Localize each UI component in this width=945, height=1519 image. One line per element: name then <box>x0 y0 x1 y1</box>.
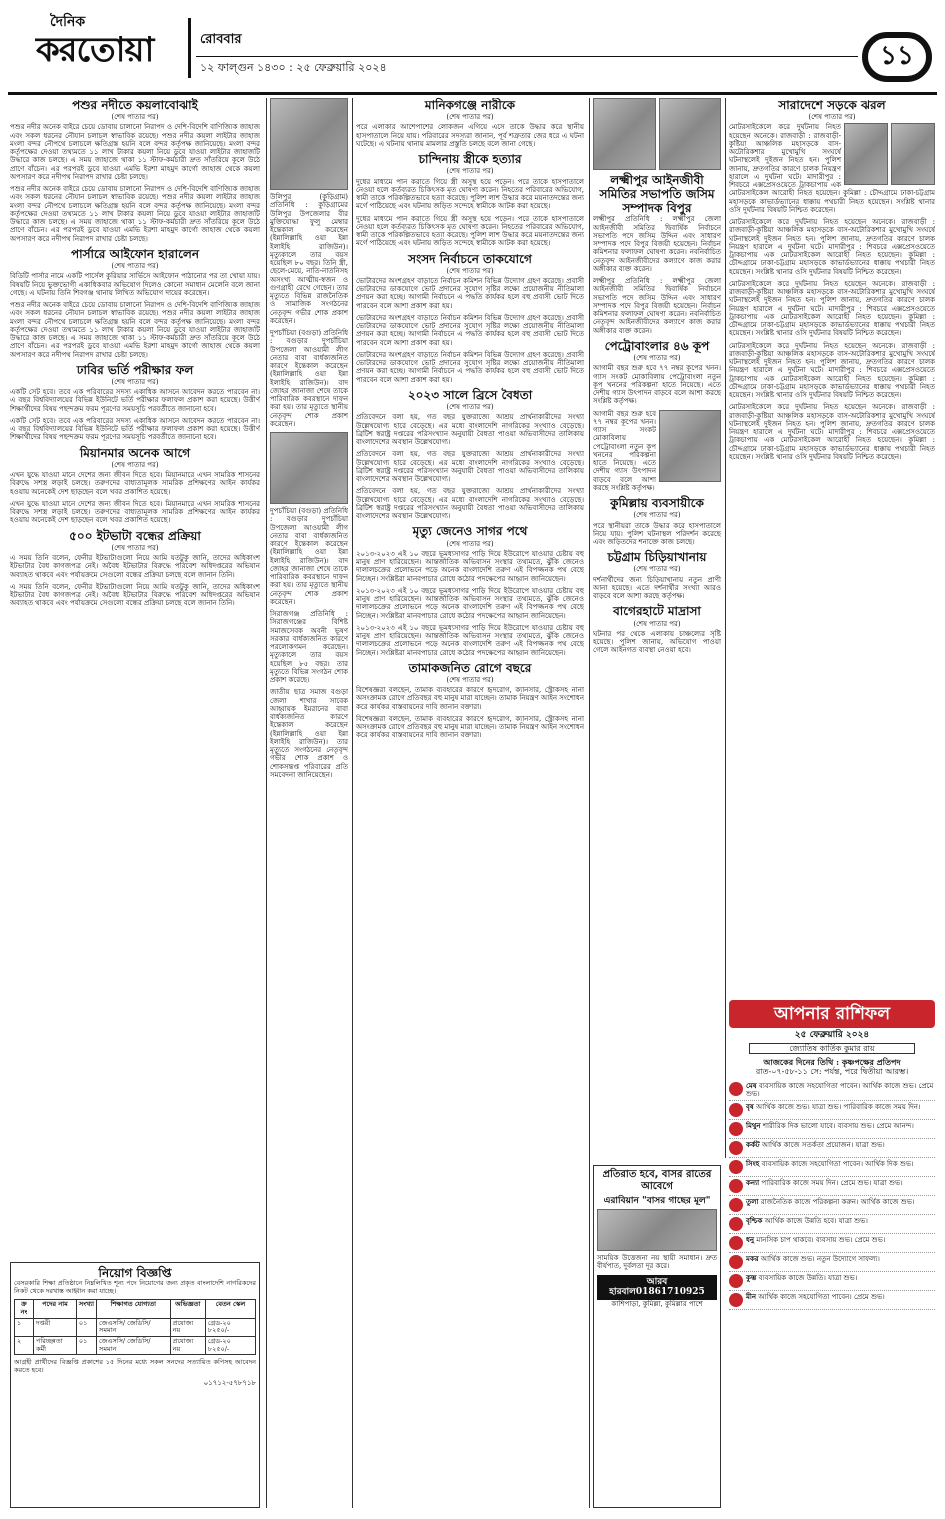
zodiac-prediction: রাজনৈতিক কাজে পরিকল্পনা করুন। আর্থিক কাজে শুভ। <box>760 1198 915 1207</box>
zodiac-prediction: ব্যবসায়িক কাজে সহযোগিতা পাবেন। আর্থিক কাজে শুভ। প্রেমে শুভ। <box>746 1081 934 1099</box>
zodiac-text <box>746 1160 914 1174</box>
list-item <box>729 1291 935 1310</box>
continued-note: (শেষ পাতার পর) <box>633 619 681 628</box>
story-body: সিরাজগঞ্জ প্রতিনিধি : সিরাজগঞ্জের বিশিষ্ট সমাজসেবক অবনী ভূষণ সরকার বার্ধক্যজনিত কারণে পরলোকগমন করেছেন। মৃত্যুকালে তার বয়স হয়েছিল ৮৫ বছর। তার মৃত্যুতে বিভিন্ন সংগঠন শোক প্রকাশ করেছে। <box>270 610 348 684</box>
zodiac-name: মকর <box>746 1254 759 1264</box>
portrait-photo <box>659 410 721 482</box>
zodiac-text <box>746 1255 880 1269</box>
continued-note: (শেষ পাতার পর) <box>111 543 159 552</box>
continued-note: (শেষ পাতার পর) <box>446 675 494 684</box>
headline: সারাদেশে সড়কে ঝরল <box>778 98 886 112</box>
zodiac-prediction: শারীরিক দিক ভালো যাবে। ব্যবসায় শুভ। প্রেমে আনন্দ। <box>762 1122 914 1131</box>
story-body: মোটরসাইকেলে করে দুর্ঘটনায় নিহত হয়েছেন অনেকে। রাজবাড়ী : রাজবাড়ী-কুষ্টিয়া আঞ্চলিক মহাসড়কে বাস-অটোরিকশার মুখোমুখি সংঘর্ষে ঘটনাস্থলেই দুইজন নিহত হন। পুলিশ জানায়, দ্রুতগতির কারণে চালক নিয়ন্ত্রণ হারালে এ দুর্ঘটনা ঘটে। মাদারীপুর : শিবচরে এক্সপ্রেসওয়েতে ট্রাকচাপায় এক মোটরসাইকেল আরোহী নিহত হয়েছেন। কুমিল্লা : চৌদ্দগ্রামে ঢাকা-চট্টগ্রাম মহাসড়কে কাভার্ডভ্যানের ধাক্কায় পথচারী নিহত হয়েছেন। সংশ্লিষ্ট থানার ওসি দুর্ঘটনার বিষয়টি নিশ্চিত করেছেন। <box>729 218 935 276</box>
zodiac-name: বৃশ্চিক <box>746 1216 763 1226</box>
headline: তামাকজনিত রোগে বছরে <box>408 660 532 675</box>
story-body: জাতীয় ছাত্র সমাজ বগুড়া জেলা শাখার সাবেক আহ্বায়ক ইমরানের বাবা বার্ধক্যজনিত কারণে ইন্তেকাল করেছেন (ইন্নালিল্লাহি ওয়া ইন্না ইলাইহি রাজিউন)। তার মৃত্যুতে সংগঠনের নেতৃবৃন্দ গভীর শোক প্রকাশ ও শোকসন্তপ্ত পরিবারের প্রতি সমবেদনা জানিয়েছেন। <box>270 688 348 779</box>
publication-day: রোববার <box>200 32 242 47</box>
story-body: বিডিটি পার্সার নামে একটি পার্সেল কুরিয়ার সার্ভিসে আইফোন পাঠানোর পর তা খোয়া যায়। বিষয়টি নিয়ে ভুক্তভোগী একাধিকবার অভিযোগ দিলেও কোনো সমাধান মেলেনি বলে জানা গেছে। এ ঘটনায় তিনি শিবগঞ্জ থানায় লিখিত অভিযোগ দায়ের করেছেন। <box>10 272 260 297</box>
headline: পেট্রোবাংলার ৪৬ কূপ <box>604 338 710 353</box>
story-body: ২০১৩-২০২৩ এই ১০ বছরে ভূমধ্যসাগর পাড়ি দিয়ে ইউরোপে যাওয়ার চেষ্টায় বহু মানুষ প্রাণ হারিয়েছেন। আন্তর্জাতিক অভিবাসন সংস্থার তথ্যমতে, ঝুঁকি জেনেও দালালচক্রের প্রলোভনে পড়ে অনেক বাংলাদেশি তরুণ এই বিপজ্জনক পথ বেছে নিচ্ছেন। সংশ্লিষ্টরা মানবপাচার রোধে কঠোর পদক্ষেপের আহ্বান জানিয়েছেন। <box>356 549 584 583</box>
zodiac-prediction: আর্থিক কাজে শুভ। নতুন উদ্যোগে সাফল্য। <box>760 1255 880 1264</box>
story-body: পরে স্থানীয়রা তাকে উদ্ধার করে হাসপাতালে নিয়ে যায়। পুলিশ ঘটনাস্থল পরিদর্শন করেছে এবং জড়িতদের শনাক্তে কাজ চলছে। <box>593 521 721 547</box>
zodiac-text <box>746 1274 857 1288</box>
zodiac-prediction: আর্থিক কাজে উন্নতি হবে। যাত্রা শুভ। <box>764 1217 868 1226</box>
story-body: পশুর নদীর অনেক বাইরে চেয়ে ডোবায় চালানো নিরাপদ ও দেশি-বিদেশি বাণিজ্যিক জাহাজ এবং সকল ধরনের নৌযান চলাচল স্বাভাবিক রয়েছে। পশুর নদীর কয়লা লাইটার জাহাজ মংলা বন্দর নৌপথে চলাচলে ক্ষতিগ্রস্ত হয়নি বলে বন্দর কর্তৃপক্ষ জানিয়েছে। মংলা বন্দর কর্তৃপক্ষের দেওয়া তথ্যমতে ১১ লাখ টাকার কয়লা নিয়ে ডুবে যাওয়া লাইটার জাহাজটি উদ্ধারে কাজ চলছে। এ সময় জাহাজে থাকা ১১ স্টাফ-কর্মচারী দ্রুত সাঁতরিয়ে কূলে উঠে প্রাণে বাঁচেন। এর পরপরই ডুবে যাওয়া এমভি ইরশা মাহমুদ কার্গো জাহাজ থেকে কয়লা অপসারণ করে নদীপথ নিরাপদ রাখার চেষ্টা চলছে। <box>10 301 260 359</box>
table-header: শিক্ষাগত যোগ্যতা <box>97 1300 171 1318</box>
story-body: ভোটারদের অংশগ্রহণ বাড়াতে নির্বাচন কমিশন বিভিন্ন উদ্যোগ গ্রহণ করেছে। প্রবাসী ভোটারদের ডাকযোগে ভোট প্রদানের সুযোগ সৃষ্টির লক্ষ্যে প্রয়োজনীয় নীতিমালা প্রণয়ন করা হচ্ছে। আগামী নির্বাচনে এ পদ্ধতি কার্যকর হলে বহু প্রবাসী ভোট দিতে পারবেন বলে আশা প্রকাশ করা হয়। <box>356 350 584 384</box>
zodiac-prediction: আর্থিক কাজে সহযোগিতা পাবেন। প্রেমে শুভ। <box>758 1293 885 1302</box>
table-cell: প্রযোজ্য নয় <box>170 1337 205 1355</box>
list-item <box>729 1196 935 1215</box>
obituary-1-headline-box <box>270 196 348 316</box>
headline: চান্দিনায় স্ত্রীকে হত্যার <box>418 152 522 167</box>
masthead <box>0 0 945 92</box>
list-item <box>729 1120 935 1139</box>
list-item <box>729 1139 935 1158</box>
story-body: বিশেষজ্ঞরা বলছেন, তামাক ব্যবহারের কারণে হৃদরোগ, ক্যানসার, স্ট্রোকসহ নানা অসংক্রামক রোগে প্রতিবছর বহু মানুষ মারা যাচ্ছেন। তামাক নিয়ন্ত্রণ আইন সংশোধন করে কার্যকর বাস্তবায়নের দাবি জানান বক্তারা। <box>356 686 584 711</box>
zodiac-text <box>746 1141 885 1155</box>
list-item <box>729 1234 935 1253</box>
story-body: দর্শনার্থীদের জন্য চিড়িয়াখানায় নতুন প্রাণী আনা হয়েছে। এতে দর্শনার্থীর সংখ্যা আরও বাড়বে বলে আশা করছে কর্তৃপক্ষ। <box>593 575 721 601</box>
continued-note: (শেষ পাতার পর) <box>446 266 494 275</box>
headline: ২০২৩ সালে ব্রিসে বৈধতা <box>407 387 533 402</box>
table-cell: ১ <box>15 1318 34 1336</box>
story-body: দুধের মাধ্যমে পান করাতে গিয়ে স্ত্রী অসুস্থ হয়ে পড়েন। পরে তাকে হাসপাতালে নেওয়া হলে কর্তব্যরত চিকিৎসক মৃত ঘোষণা করেন। নিহতের পরিবারের অভিযোগ, স্বামী তাকে পরিকল্পিতভাবে হত্যা করেছে। পুলিশ লাশ উদ্ধার করে ময়নাতদন্তের জন্য মর্গে পাঠিয়েছে এবং ঘটনায় জড়িত সন্দেহে স্বামীকে আটক করা হয়েছে। <box>356 214 584 248</box>
zodiac-sign-icon <box>729 1141 743 1155</box>
headline: বাগেরহাটে মাদ্রাসা <box>613 604 701 619</box>
herbal-ad-address: কাশিপাড়া, কুমিল্লা, কুমিল্লার পাশে <box>611 1299 703 1308</box>
zodiac-sign-icon <box>729 1255 743 1269</box>
continued-note: (শেষ পাতার পর) <box>111 113 159 122</box>
story-body: লক্ষ্মীপুর প্রতিনিধি : লক্ষ্মীপুর জেলা আইনজীবী সমিতির দ্বিবার্ষিক নির্বাচনে সভাপতি পদে জসিম উদ্দিন এবং সাধারণ সম্পাদক পদে বিপুর বিজয়ী হয়েছেন। নির্বাচন কমিশনার ফলাফল ঘোষণা করেন। নবনির্বাচিত নেতৃবৃন্দ আইনজীবীদের কল্যাণে কাজ করার অঙ্গীকার ব্যক্ত করেন। <box>593 277 721 335</box>
zodiac-name: মেষ <box>746 1080 757 1090</box>
continued-note: (শেষ পাতার পর) <box>808 113 856 122</box>
column-1 <box>10 98 260 1258</box>
table-header: বেতন স্কেল <box>205 1300 255 1318</box>
table-cell: গ্রেড-২০ ৮২৫০/- <box>205 1337 255 1355</box>
story-body: পশুর নদীর অনেক বাইরে চেয়ে ডোবায় চালানো নিরাপদ ও দেশি-বিদেশি বাণিজ্যিক জাহাজ এবং সকল ধরনের নৌযান চলাচল স্বাভাবিক রয়েছে। পশুর নদীর কয়লা লাইটার জাহাজ মংলা বন্দর নৌপথে চলাচলে ক্ষতিগ্রস্ত হয়নি বলে বন্দর কর্তৃপক্ষ জানিয়েছে। মংলা বন্দর কর্তৃপক্ষের দেওয়া তথ্যমতে ১১ লাখ টাকার কয়লা নিয়ে ডুবে যাওয়া লাইটার জাহাজটি উদ্ধারে কাজ চলছে। এ সময় জাহাজে থাকা ১১ স্টাফ-কর্মচারী দ্রুত সাঁতরিয়ে কূলে উঠে প্রাণে বাঁচেন। এর পরপরই ডুবে যাওয়া এমভি ইরশা মাহমুদ কার্গো জাহাজ থেকে কয়লা অপসারণ করে নদীপথ নিরাপদ রাখার চেষ্টা চলছে। <box>10 123 260 181</box>
headline: কুমিল্লায় ব্যবসায়ীকে <box>610 496 704 511</box>
zodiac-text <box>746 1198 915 1212</box>
table-header-row <box>15 1300 256 1318</box>
zodiac-name: তুলা <box>746 1197 759 1207</box>
astrologer-name: জ্যোতিষ কার্তিক কুমার রায় <box>749 1043 915 1054</box>
story-body: এ সময় তিনি বলেন, ফেনীর ইটভাটাগুলো নিয়ে আমি যতটুকু জানি, তাদের অধিকাংশ ইটভাটার বৈধ কাগজপত্র নেই। অবৈধ ইটভাটার বিরুদ্ধে পরিবেশ অধিদপ্তরের অভিযান অব্যাহত থাকবে এবং পর্যায়ক্রমে সেগুলো বন্ধের প্রক্রিয়া চলছে বলে জানান তিনি। <box>10 582 260 608</box>
zodiac-text <box>746 1082 935 1099</box>
photo-pair <box>844 123 935 185</box>
continued-note: (শেষ পাতার পর) <box>633 354 681 363</box>
zodiac-text <box>746 1103 920 1117</box>
story-body: উলিপুর (কুড়িগ্রাম) প্রতিনিধি : কুড়িগ্রামের উলিপুর উপজেলার বীর মুক্তিযোদ্ধা ফুলু মেম্বার ইন্তেকাল করেছেন (ইন্নালিল্লাহি ওয়া ইন্না ইলাইহি রাজিউন)। মৃত্যুকালে তার বয়স হয়েছিল ৮০ বছর। তিনি স্ত্রী, ছেলে-মেয়ে, নাতি-নাতনিসহ অসংখ্য আত্মীয়-স্বজন ও গুণগ্রাহী রেখে গেছেন। তার মৃত্যুতে বিভিন্ন রাজনৈতিক ও সামাজিক সংগঠনের নেতৃবৃন্দ গভীর শোক প্রকাশ করেছেন। <box>270 193 348 325</box>
continued-note: (শেষ পাতার পর) <box>111 262 159 271</box>
story-body: এখন যুদ্ধে যাওয়া মানে দেশের জন্য জীবন দিতে হবে। মিয়ানমারে এখন সামরিক শাসনের বিরুদ্ধে সশস্ত্র লড়াই চলছে। তরুণদের বাধ্যতামূলক সামরিক প্রশিক্ষণের আইন কার্যকর হওয়ায় অনেকেই দেশ ছাড়ছেন বলে খবর প্রকাশিত হয়েছে। <box>10 471 260 496</box>
table-header: ক্র নং <box>15 1300 34 1318</box>
zodiac-sign-icon <box>729 1160 743 1174</box>
table-cell: জেএসসি/ জেডিসি/ সমমান <box>97 1337 171 1355</box>
story-body: মোটরসাইকেলে করে দুর্ঘটনায় নিহত হয়েছেন অনেকে। রাজবাড়ী : রাজবাড়ী-কুষ্টিয়া আঞ্চলিক মহাসড়কে বাস-অটোরিকশার মুখোমুখি সংঘর্ষে ঘটনাস্থলেই দুইজন নিহত হন। পুলিশ জানায়, দ্রুতগতির কারণে চালক নিয়ন্ত্রণ হারালে এ দুর্ঘটনা ঘটে। মাদারীপুর : শিবচরে এক্সপ্রেসওয়েতে ট্রাকচাপায় এক মোটরসাইকেল আরোহী নিহত হয়েছেন। কুমিল্লা : চৌদ্দগ্রামে ঢাকা-চট্টগ্রাম মহাসড়কে কাভার্ডভ্যানের ধাক্কায় পথচারী নিহত হয়েছেন। সংশ্লিষ্ট থানার ওসি দুর্ঘটনার বিষয়টি নিশ্চিত করেছেন। <box>729 123 935 214</box>
zodiac-prediction: আর্থিক কাজে শুভ। যাত্রা শুভ। পারিবারিক কাজে সময় দিন। <box>756 1103 921 1112</box>
logo-main: করতোয়া <box>36 30 154 70</box>
story-body: লক্ষ্মীপুর প্রতিনিধি : লক্ষ্মীপুর জেলা আইনজীবী সমিতির দ্বিবার্ষিক নির্বাচনে সভাপতি পদে জসিম উদ্দিন এবং সাধারণ সম্পাদক পদে বিপুর বিজয়ী হয়েছেন। নির্বাচন কমিশনার ফলাফল ঘোষণা করেন। নবনির্বাচিত নেতৃবৃন্দ আইনজীবীদের কল্যাণে কাজ করার অঙ্গীকার ব্যক্ত করেন। <box>593 215 721 273</box>
story-body: এ সময় তিনি বলেন, ফেনীর ইটভাটাগুলো নিয়ে আমি যতটুকু জানি, তাদের অধিকাংশ ইটভাটার বৈধ কাগজপত্র নেই। অবৈধ ইটভাটার বিরুদ্ধে পরিবেশ অধিদপ্তরের অভিযান অব্যাহত থাকবে এবং পর্যায়ক্রমে সেগুলো বন্ধের প্রক্রিয়া চলছে বলে জানান তিনি। <box>10 554 260 579</box>
story-body: একটি সেট হবে। তবে এক পরিবারের সদস্য একাধিক আসনে আবেদন করতে পারবেন না। এ বছর বিশ্ববিদ্যালয়ের বিভিন্ন ইউনিটে ভর্তি পরীক্ষার ফলাফল প্রকাশ করা হয়েছে। উত্তীর্ণ শিক্ষার্থীদের বিষয় পছন্দক্রম ফরম পূরণের সময়সূচি পরবর্তীতে জানানো হবে। <box>10 416 260 442</box>
headline: লক্ষ্মীপুর আইনজীবী সমিতির সভাপতি জসিম সম্পাদক বিপুর <box>599 173 715 216</box>
story-body: মোটরসাইকেলে করে দুর্ঘটনায় নিহত হয়েছেন অনেকে। রাজবাড়ী : রাজবাড়ী-কুষ্টিয়া আঞ্চলিক মহাসড়কে বাস-অটোরিকশার মুখোমুখি সংঘর্ষে ঘটনাস্থলেই দুইজন নিহত হন। পুলিশ জানায়, দ্রুতগতির কারণে চালক নিয়ন্ত্রণ হারালে এ দুর্ঘটনা ঘটে। মাদারীপুর : শিবচরে এক্সপ্রেসওয়েতে ট্রাকচাপায় এক মোটরসাইকেল আরোহী নিহত হয়েছেন। কুমিল্লা : চৌদ্দগ্রামে ঢাকা-চট্টগ্রাম মহাসড়কে কাভার্ডভ্যানের ধাক্কায় পথচারী নিহত হয়েছেন। সংশ্লিষ্ট থানার ওসি দুর্ঘটনার বিষয়টি নিশ্চিত করেছেন। <box>729 279 935 338</box>
story-body: ঘটনার পর থেকে এলাকায় চাঞ্চল্যের সৃষ্টি হয়েছে। পুলিশ জানায়, অভিযোগ পাওয়া গেলে আইনগত ব্যবস্থা নেওয়া হবে। <box>593 629 721 655</box>
headline: চট্টগ্রাম চিড়িয়াখানায় <box>607 550 707 565</box>
zodiac-name: মীন <box>746 1292 757 1302</box>
zodiac-text <box>746 1293 885 1307</box>
portrait-photo <box>891 123 935 185</box>
story-body: ভোটারদের অংশগ্রহণ বাড়াতে নির্বাচন কমিশন বিভিন্ন উদ্যোগ গ্রহণ করেছে। প্রবাসী ভোটারদের ডাকযোগে ভোট প্রদানের সুযোগ সৃষ্টির লক্ষ্যে প্রয়োজনীয় নীতিমালা প্রণয়ন করা হচ্ছে। আগামী নির্বাচনে এ পদ্ধতি কার্যকর হলে বহু প্রবাসী ভোট দিতে পারবেন বলে আশা প্রকাশ করা হয়। <box>356 276 584 310</box>
horoscope-header: আপনার রাশিফল <box>729 1000 935 1028</box>
list-item <box>729 1253 935 1272</box>
job-ad-footer: আগ্রহী প্রার্থীদের বিজ্ঞপ্তি প্রকাশের ১৫ দিনের মধ্যে সকল সনদের সত্যায়িত কপিসহ আবেদন করতে হবে। <box>14 1358 256 1375</box>
masthead-rule <box>196 56 858 57</box>
job-ad-title: নিয়োগ বিজ্ঞপ্তি <box>98 1266 172 1280</box>
horoscope-date: ২৫ ফেব্রুয়ারি ২০২৪ <box>794 1030 870 1040</box>
headline: পার্সারে আইফোন হারালেন <box>70 246 200 261</box>
story-body: মোটরসাইকেলে করে দুর্ঘটনায় নিহত হয়েছেন অনেকে। রাজবাড়ী : রাজবাড়ী-কুষ্টিয়া আঞ্চলিক মহাসড়কে বাস-অটোরিকশার মুখোমুখি সংঘর্ষে ঘটনাস্থলেই দুইজন নিহত হন। পুলিশ জানায়, দ্রুতগতির কারণে চালক নিয়ন্ত্রণ হারালে এ দুর্ঘটনা ঘটে। মাদারীপুর : শিবচরে এক্সপ্রেসওয়েতে ট্রাকচাপায় এক মোটরসাইকেল আরোহী নিহত হয়েছেন। কুমিল্লা : চৌদ্দগ্রামে ঢাকা-চট্টগ্রাম মহাসড়কে কাভার্ডভ্যানের ধাক্কায় পথচারী নিহত হয়েছেন। সংশ্লিষ্ট থানার ওসি দুর্ঘটনার বিষয়টি নিশ্চিত করেছেন। <box>729 403 935 461</box>
table-row <box>15 1337 256 1355</box>
column-3 <box>356 98 584 1508</box>
zodiac-sign-icon <box>729 1179 743 1193</box>
headline: পশুর নদীতে কয়লাবোঝাই <box>72 98 198 112</box>
story-body: ভোটারদের অংশগ্রহণ বাড়াতে নির্বাচন কমিশন বিভিন্ন উদ্যোগ গ্রহণ করেছে। প্রবাসী ভোটারদের ডাকযোগে ভোট প্রদানের সুযোগ সৃষ্টির লক্ষ্যে প্রয়োজনীয় নীতিমালা প্রণয়ন করা হচ্ছে। আগামী নির্বাচনে এ পদ্ধতি কার্যকর হলে বহু প্রবাসী ভোট দিতে পারবেন বলে আশা প্রকাশ করা হয়। <box>356 313 584 347</box>
table-cell: ০১ <box>76 1337 96 1355</box>
story-body: পরে এলাকার আশেপাশের লোকজন এগিয়ে এসে তাকে উদ্ধার করে স্থানীয় হাসপাতালে নিয়ে যায়। পরিবারের সদস্যরা জানান, পূর্ব শত্রুতার জের ধরে এ ঘটনা ঘটেছে। এ ঘটনায় থানায় মামলার প্রস্তুতি চলছে বলে জানা গেছে। <box>356 123 584 148</box>
herbal-ad-title: প্রতিরাত হবে, বাসর রাতের আবেগে <box>602 1169 712 1192</box>
zodiac-name: কন্যা <box>746 1178 760 1188</box>
story-body: আগামী বছর শুরু হবে ৭৭ নম্বর কূপের খনন। গ্যাস সংকট মোকাবিলায় পেট্রোবাংলা নতুন কূপ খননের পরিকল্পনা হাতে নিয়েছে। এতে দেশীয় গ্যাস উৎপাদন বাড়বে বলে আশা করছে সংশ্লিষ্ট কর্তৃপক্ষ। <box>593 364 721 406</box>
job-ad-contact: ০১৭১২-৫৭৮৭১৮ <box>203 1378 256 1387</box>
herbal-ad-phone: আরব হারবাল01861710925 <box>597 1275 717 1300</box>
continued-note: (শেষ পাতার পর) <box>446 167 494 176</box>
table-row <box>15 1318 256 1336</box>
zodiac-sign-icon <box>729 1274 743 1288</box>
photo-pair <box>593 98 721 170</box>
column-divider <box>589 98 590 1508</box>
headline: মৃত্যু জেনেও সাগর পথে <box>412 524 528 539</box>
portrait-photo <box>270 98 348 190</box>
zodiac-sign-icon <box>729 1103 743 1117</box>
continued-note: (শেষ পাতার পর) <box>446 403 494 412</box>
zodiac-text <box>746 1217 868 1231</box>
list-item <box>729 1272 935 1291</box>
zodiac-prediction: আর্থিক কাজে সতর্কতা প্রয়োজন। যাত্রা শুভ। <box>761 1141 885 1150</box>
column-5 <box>729 98 935 658</box>
zodiac-text <box>746 1236 885 1250</box>
zodiac-name: ধনু <box>746 1235 755 1245</box>
top-rule <box>8 92 937 95</box>
table-header: পদের নাম <box>33 1300 76 1318</box>
list-item <box>729 1101 935 1120</box>
table-cell: গ্রেড-২০ ৮২৫০/- <box>205 1318 255 1336</box>
list-item <box>729 1177 935 1196</box>
zodiac-sign-icon <box>729 1198 743 1212</box>
headline: সংসদ নির্বাচনে তাকযোগে <box>408 251 532 266</box>
portrait-photo <box>844 123 888 185</box>
story-body: বিশেষজ্ঞরা বলছেন, তামাক ব্যবহারের কারণে হৃদরোগ, ক্যানসার, স্ট্রোকসহ নানা অসংক্রামক রোগে প্রতিবছর বহু মানুষ মারা যাচ্ছেন। তামাক নিয়ন্ত্রণ আইন সংশোধন করে কার্যকর বাস্তবায়নের দাবি জানান বক্তারা। <box>356 714 584 740</box>
page-number: ১১ <box>862 32 932 82</box>
job-ad <box>10 1262 260 1508</box>
zodiac-prediction: ব্যবসায়িক কাজে সহযোগিতা পাবেন। আর্থিক দিক শুভ। <box>761 1160 914 1169</box>
zodiac-sign-icon <box>729 1236 743 1250</box>
ad-image <box>597 1209 717 1251</box>
tithi-time: রাত-০৭-৫৮-১১ সে: পর্যন্ত, পরে দ্বিতীয়া আরম্ভ। <box>755 1067 909 1077</box>
zodiac-name: সিংহ <box>746 1159 760 1169</box>
story-body: ২০১৩-২০২৩ এই ১০ বছরে ভূমধ্যসাগর পাড়ি দিয়ে ইউরোপে যাওয়ার চেষ্টায় বহু মানুষ প্রাণ হারিয়েছেন। আন্তর্জাতিক অভিবাসন সংস্থার তথ্যমতে, ঝুঁকি জেনেও দালালচক্রের প্রলোভনে পড়ে অনেক বাংলাদেশি তরুণ এই বিপজ্জনক পথ বেছে নিচ্ছেন। সংশ্লিষ্টরা মানবপাচার রোধে কঠোর পদক্ষেপের আহ্বান জানিয়েছেন। <box>356 623 584 657</box>
table-cell: ২ <box>15 1337 34 1355</box>
job-ad-intro: বেসরকারি শিক্ষা প্রতিষ্ঠানে নিম্নলিখিত শূন্য পদে নিয়োগের জন্য প্রকৃত বাংলাদেশি নাগরিকদের নিকট থেকে দরখাস্ত আহ্বান করা যাচ্ছে। <box>14 1279 256 1295</box>
continued-note: (শেষ পাতার পর) <box>446 539 494 548</box>
story-body: দুধের মাধ্যমে পান করাতে গিয়ে স্ত্রী অসুস্থ হয়ে পড়েন। পরে তাকে হাসপাতালে নেওয়া হলে কর্তব্যরত চিকিৎসক মৃত ঘোষণা করেন। নিহতের পরিবারের অভিযোগ, স্বামী তাকে পরিকল্পিতভাবে হত্যা করেছে। পুলিশ লাশ উদ্ধার করে ময়নাতদন্তের জন্য মর্গে পাঠিয়েছে এবং ঘটনায় জড়িত সন্দেহে স্বামীকে আটক করা হয়েছে। <box>356 177 584 211</box>
column-divider <box>352 98 353 1508</box>
table-cell: জেএসসি/ জেডিসি/ সমমান <box>97 1318 171 1336</box>
zodiac-sign-icon <box>729 1122 743 1136</box>
story-body: প্রতিবেদনে বলা হয়, গত বছর যুক্তরাজ্যে আশ্রয় প্রার্থনাকারীদের সংখ্যা উল্লেখযোগ্য হারে বেড়েছে। এর মধ্যে বাংলাদেশি নাগরিকের সংখ্যাও বেড়েছে। ব্রিটিশ স্বরাষ্ট্র দপ্তরের পরিসংখ্যান অনুযায়ী বৈধতা পাওয়া অভিবাসীদের তালিকায় বাংলাদেশের অবস্থান উল্লেখযোগ্য। <box>356 487 584 521</box>
continued-note: (শেষ পাতার পর) <box>111 460 159 469</box>
zodiac-text <box>746 1122 914 1136</box>
herbal-ad-body: সাময়িক উত্তেজনা নয় স্থায়ী সমাধান। দ্রুত বীর্যপাত, দুর্বলতা দূর করে। <box>597 1254 717 1271</box>
story-body: আগামী বছর শুরু হবে ৭৭ নম্বর কূপের খনন। গ্যাস সংকট মোকাবিলায় পেট্রোবাংলা নতুন কূপ খননের পরিকল্পনা হাতে নিয়েছে। এতে দেশীয় গ্যাস উৎপাদন বাড়বে বলে আশা করছে সংশ্লিষ্ট কর্তৃপক্ষ। <box>593 409 656 492</box>
zodiac-name: বৃষ <box>746 1102 754 1112</box>
table-cell: ০১ <box>76 1318 96 1336</box>
column-4 <box>593 98 721 1158</box>
story-body: প্রতিবেদনে বলা হয়, গত বছর যুক্তরাজ্যে আশ্রয় প্রার্থনাকারীদের সংখ্যা উল্লেখযোগ্য হারে বেড়েছে। এর মধ্যে বাংলাদেশি নাগরিকের সংখ্যাও বেড়েছে। ব্রিটিশ স্বরাষ্ট্র দপ্তরের পরিসংখ্যান অনুযায়ী বৈধতা পাওয়া অভিবাসীদের তালিকায় বাংলাদেশের অবস্থান উল্লেখযোগ্য। <box>356 450 584 484</box>
zodiac-prediction: পারিবারিক কাজে সময় দিন। প্রেমে শুভ। যাত্রা শুভ। <box>761 1179 903 1188</box>
story-body: পশুর নদীর অনেক বাইরে চেয়ে ডোবায় চালানো নিরাপদ ও দেশি-বিদেশি বাণিজ্যিক জাহাজ এবং সকল ধরনের নৌযান চলাচল স্বাভাবিক রয়েছে। পশুর নদীর কয়লা লাইটার জাহাজ মংলা বন্দর নৌপথে চলাচলে ক্ষতিগ্রস্ত হয়নি বলে বন্দর কর্তৃপক্ষ জানিয়েছে। মংলা বন্দর কর্তৃপক্ষের দেওয়া তথ্যমতে ১১ লাখ টাকার কয়লা নিয়ে ডুবে যাওয়া লাইটার জাহাজটি উদ্ধারে কাজ চলছে। এ সময় জাহাজে থাকা ১১ স্টাফ-কর্মচারী দ্রুত সাঁতরিয়ে কূলে উঠে প্রাণে বাঁচেন। এর পরপরই ডুবে যাওয়া এমভি ইরশা মাহমুদ কার্গো জাহাজ থেকে কয়লা অপসারণ করে নদীপথ নিরাপদ রাখার চেষ্টা চলছে। <box>10 185 260 243</box>
continued-note: (শেষ পাতার পর) <box>446 113 494 122</box>
table-cell: পরিচ্ছন্নতা কর্মী <box>33 1337 76 1355</box>
column-divider <box>725 98 726 1158</box>
continued-note: (শেষ পাতার পর) <box>633 511 681 520</box>
zodiac-name: কুম্ভ <box>746 1273 757 1283</box>
publication-date: ১২ ফাল্গুন ১৪৩০ : ২৫ ফেব্রুয়ারি ২০২৪ <box>200 61 387 74</box>
continued-note: (শেষ পাতার পর) <box>633 565 681 574</box>
job-table <box>14 1299 256 1355</box>
masthead-separator <box>188 18 191 78</box>
zodiac-text <box>746 1179 903 1193</box>
zodiac-prediction: ব্যবসায়িক কাজে উন্নতি। যাত্রা শুভ। <box>758 1274 858 1283</box>
story-body: মোটরসাইকেলে করে দুর্ঘটনায় নিহত হয়েছেন অনেকে। রাজবাড়ী : রাজবাড়ী-কুষ্টিয়া আঞ্চলিক মহাসড়কে বাস-অটোরিকশার মুখোমুখি সংঘর্ষে ঘটনাস্থলেই দুইজন নিহত হন। পুলিশ জানায়, দ্রুতগতির কারণে চালক নিয়ন্ত্রণ হারালে এ দুর্ঘটনা ঘটে। মাদারীপুর : শিবচরে এক্সপ্রেসওয়েতে ট্রাকচাপায় এক মোটরসাইকেল আরোহী নিহত হয়েছেন। কুমিল্লা : চৌদ্দগ্রামে ঢাকা-চট্টগ্রাম মহাসড়কে কাভার্ডভ্যানের ধাক্কায় পথচারী নিহত হয়েছেন। সংশ্লিষ্ট থানার ওসি দুর্ঘটনার বিষয়টি নিশ্চিত করেছেন। <box>729 341 935 400</box>
story-body: প্রতিবেদনে বলা হয়, গত বছর যুক্তরাজ্যে আশ্রয় প্রার্থনাকারীদের সংখ্যা উল্লেখযোগ্য হারে বেড়েছে। এর মধ্যে বাংলাদেশি নাগরিকের সংখ্যাও বেড়েছে। ব্রিটিশ স্বরাষ্ট্র দপ্তরের পরিসংখ্যান অনুযায়ী বৈধতা পাওয়া অভিবাসীদের তালিকায় বাংলাদেশের অবস্থান উল্লেখযোগ্য। <box>356 413 584 447</box>
table-cell: প্রযোজ্য নয় <box>170 1318 205 1336</box>
horoscope-section <box>729 1000 935 1508</box>
table-header: অভিজ্ঞতা <box>170 1300 205 1318</box>
table-header: সংখ্যা <box>76 1300 96 1318</box>
table-cell: দপ্তরী <box>33 1318 76 1336</box>
list-item <box>729 1215 935 1234</box>
zodiac-sign-icon <box>729 1217 743 1231</box>
zodiac-name: মিথুন <box>746 1121 761 1131</box>
zodiac-sign-icon <box>729 1293 743 1307</box>
story-body: দুপচাঁচিয়া (বগুড়া) প্রতিনিধি : বগুড়ার দুপচাঁচিয়া উপজেলা আওয়ামী লীগ নেতার বাবা বার্ধক্যজনিত কারণে ইন্তেকাল করেছেন (ইন্নালিল্লাহি ওয়া ইন্না ইলাইহি রাজিউন)। বাদ জোহর জানাজা শেষে তাকে পারিবারিক কবরস্থানে দাফন করা হয়। তার মৃত্যুতে স্থানীয় নেতৃবৃন্দ শোক প্রকাশ করেছেন। <box>270 329 348 428</box>
story-body: একটি সেট হবে। তবে এক পরিবারের সদস্য একাধিক আসনে আবেদন করতে পারবেন না। এ বছর বিশ্ববিদ্যালয়ের বিভিন্ন ইউনিটে ভর্তি পরীক্ষার ফলাফল প্রকাশ করা হয়েছে। উত্তীর্ণ শিক্ষার্থীদের বিষয় পছন্দক্রম ফরম পূরণের সময়সূচি পরবর্তীতে জানানো হবে। <box>10 388 260 413</box>
tithi-line: আজকের দিনের তিথি : কৃষ্ণপক্ষের প্রতিপদ <box>763 1057 901 1068</box>
portrait-photo <box>593 98 656 170</box>
zodiac-sign-icon <box>729 1082 743 1096</box>
list-item <box>729 1158 935 1177</box>
portrait-photo <box>270 432 348 504</box>
zodiac-prediction: মানসিক চাপ থাকবে। ব্যবসায় শুভ। প্রেমে শুভ। <box>756 1236 886 1245</box>
headline: ঢাবির ভর্তি পরীক্ষার ফল <box>76 362 194 377</box>
headline: ৫০০ ইটভাটা বন্ধের প্রক্রিয়া <box>69 528 201 543</box>
zodiac-list <box>729 1080 935 1311</box>
story-body: এখন যুদ্ধে যাওয়া মানে দেশের জন্য জীবন দিতে হবে। মিয়ানমারে এখন সামরিক শাসনের বিরুদ্ধে সশস্ত্র লড়াই চলছে। তরুণদের বাধ্যতামূলক সামরিক প্রশিক্ষণের আইন কার্যকর হওয়ায় অনেকেই দেশ ছাড়ছেন বলে খবর প্রকাশিত হয়েছে। <box>10 499 260 525</box>
story-body: ২০১৩-২০২৩ এই ১০ বছরে ভূমধ্যসাগর পাড়ি দিয়ে ইউরোপে যাওয়ার চেষ্টায় বহু মানুষ প্রাণ হারিয়েছেন। আন্তর্জাতিক অভিবাসন সংস্থার তথ্যমতে, ঝুঁকি জেনেও দালালচক্রের প্রলোভনে পড়ে অনেক বাংলাদেশি তরুণ এই বিপজ্জনক পথ বেছে নিচ্ছেন। সংশ্লিষ্টরা মানবপাচার রোধে কঠোর পদক্ষেপের আহ্বান জানিয়েছেন। <box>356 586 584 620</box>
zodiac-name: কর্কট <box>746 1140 760 1150</box>
logo-small: দৈনিক <box>50 14 86 30</box>
herbal-ad-subtitle: এরাবিয়ান "বাসর গাছের মূল" <box>603 1195 711 1206</box>
continued-note: (শেষ পাতার পর) <box>111 377 159 386</box>
headline: মিয়ানমার অনেক আগে <box>79 445 191 460</box>
column-divider <box>266 98 267 1508</box>
headline: মানিকগঞ্জে নারীকে <box>424 98 516 112</box>
herbal-ad <box>593 1165 721 1508</box>
story-body: দুপচাঁচিয়া (বগুড়া) প্রতিনিধি : বগুড়ার দুপচাঁচিয়া উপজেলা আওয়ামী লীগ নেতার বাবা বার্ধক্যজনিত কারণে ইন্তেকাল করেছেন (ইন্নালিল্লাহি ওয়া ইন্না ইলাইহি রাজিউন)। বাদ জোহর জানাজা শেষে তাকে পারিবারিক কবরস্থানে দাফন করা হয়। তার মৃত্যুতে স্থানীয় নেতৃবৃন্দ শোক প্রকাশ করেছেন। <box>270 507 348 606</box>
portrait-photo <box>659 98 722 170</box>
list-item <box>729 1080 935 1102</box>
